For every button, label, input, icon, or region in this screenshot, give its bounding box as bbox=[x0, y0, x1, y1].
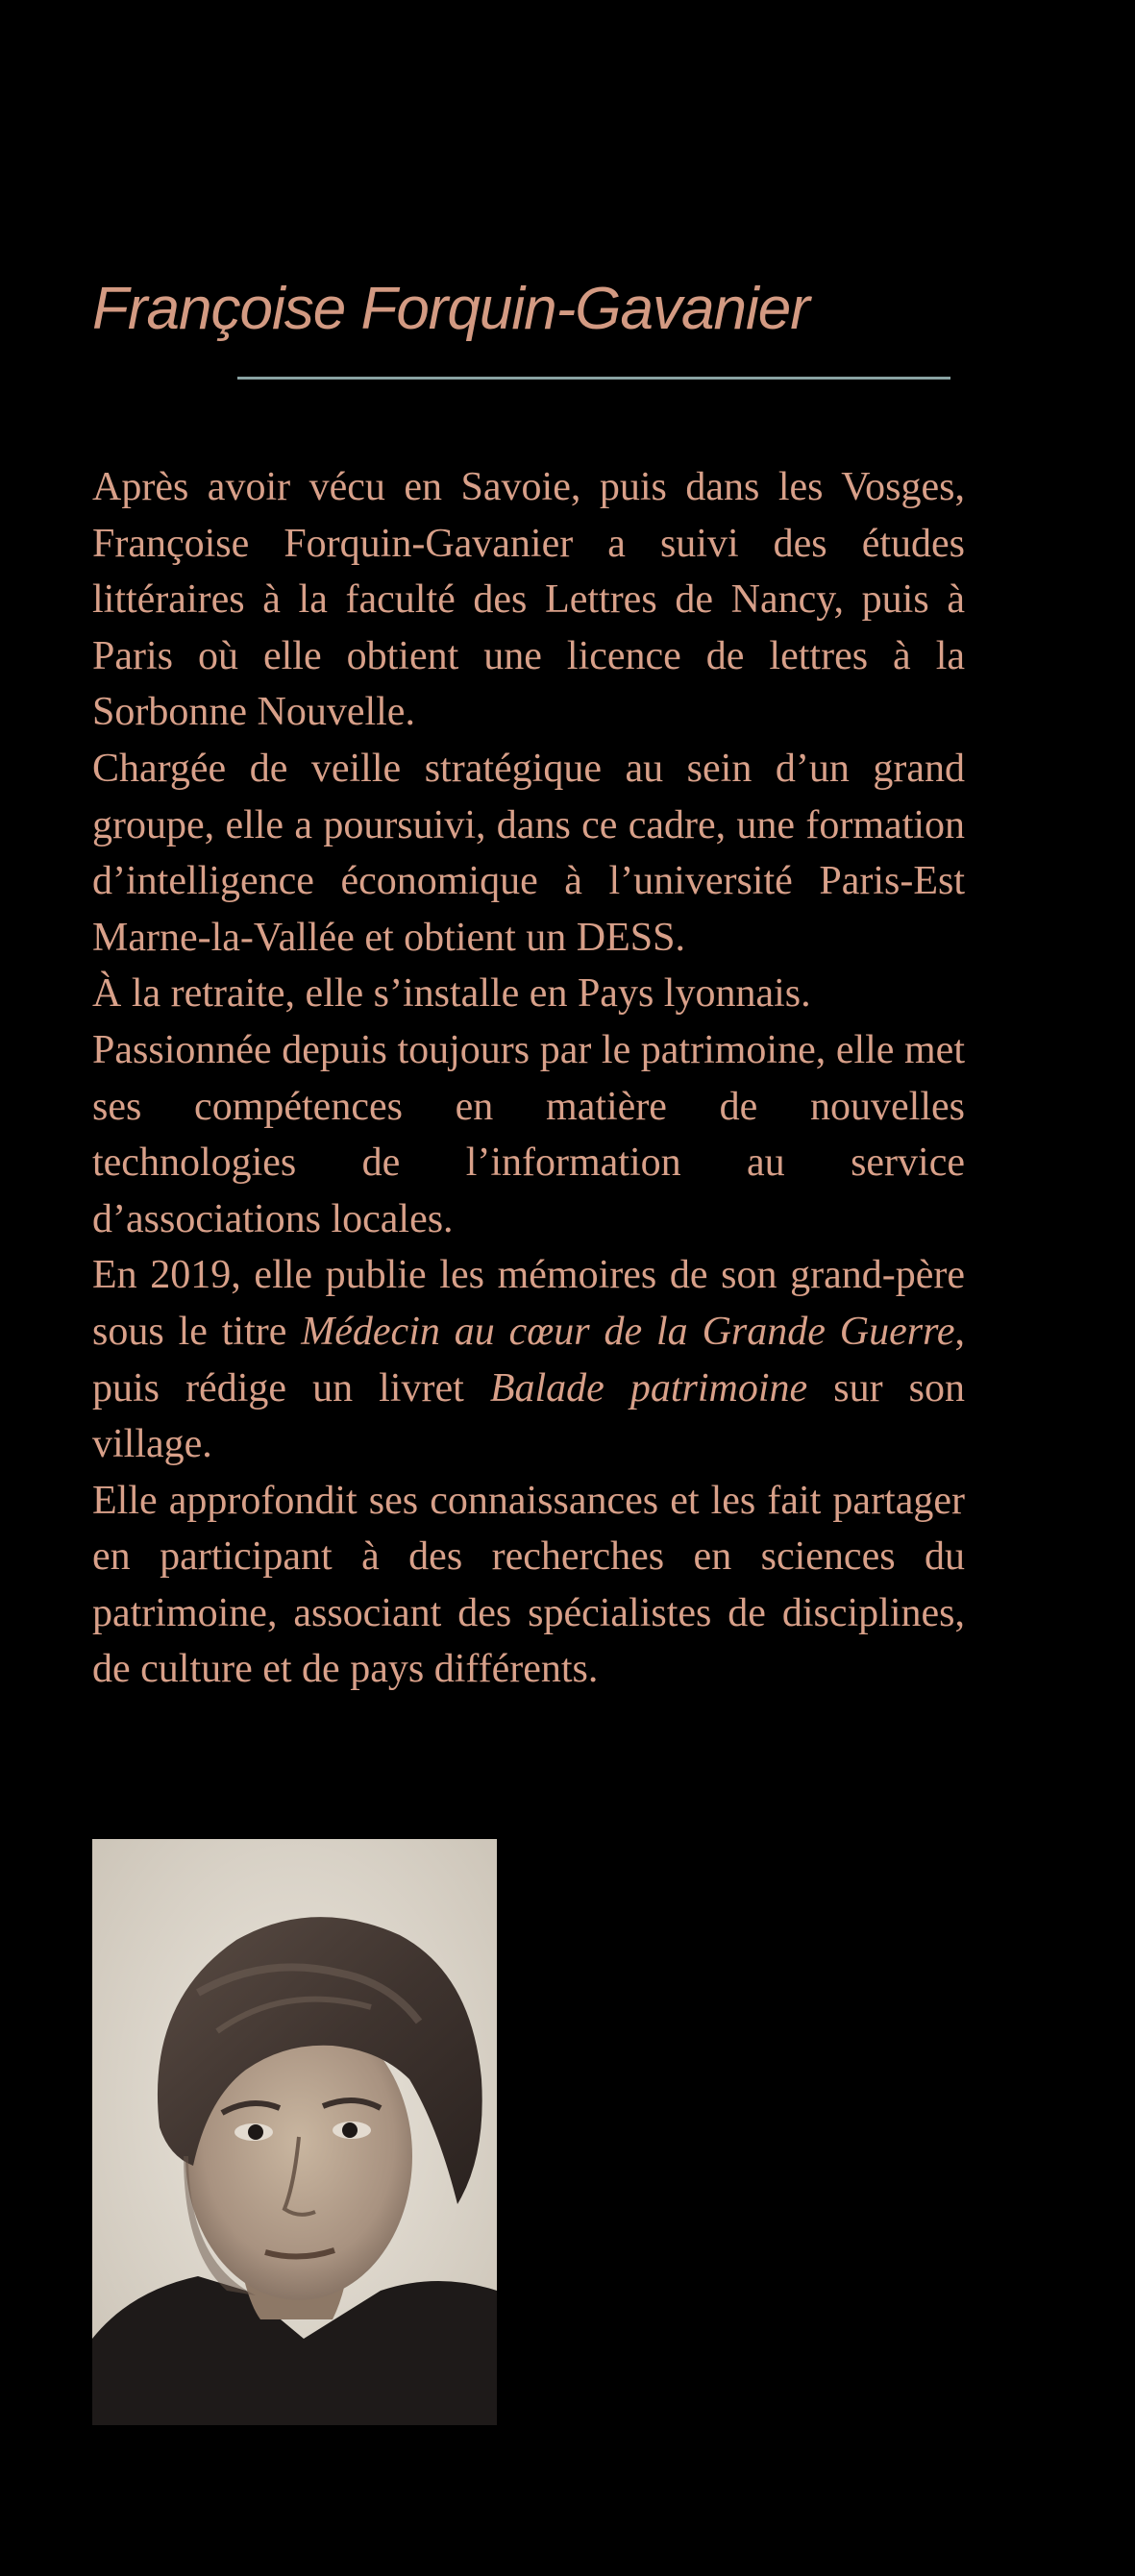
bio-paragraph-5-text-c: sur son village. bbox=[92, 1365, 965, 1467]
book-title-balade: Balade patrimoine bbox=[489, 1365, 808, 1411]
bio-paragraph-3: À la retraite, elle s’installe en Pays lyonnais. bbox=[92, 971, 811, 1017]
bio-paragraph-2: Chargée de veille stratégique au sein d’un grand groupe, elle a poursuivi, dans ce cadre, une formation d’intelligence économique à l’université Paris-Est Marne-la-Vallée et obtient un DESS. bbox=[92, 746, 965, 960]
bio-paragraph-6: Elle approfondit ses connaissances et les fait partager en participant à des recherches en sciences du patrimoine, associant des spécialistes de disciplines, de culture et de pays différents. bbox=[92, 1478, 965, 1692]
book-title-medecin: Médecin au cœur de la Grande Guerre bbox=[301, 1309, 955, 1354]
portrait-illustration bbox=[92, 1839, 497, 2425]
author-portrait bbox=[92, 1839, 497, 2425]
biography bbox=[92, 459, 965, 1698]
bio-paragraph-5-text-b: , puis rédige un livret bbox=[92, 1309, 966, 1411]
bio-paragraph-4: Passionnée depuis toujours par le patrimoine, elle met ses compétences en matière de nouvelles technologies de l’information au service d’associations locales. bbox=[92, 1027, 965, 1241]
bio-paragraph-5-text-a: En 2019, elle publie les mémoires de son grand-père sous le titre bbox=[92, 1253, 965, 1354]
bio-paragraph-1: Après avoir vécu en Savoie, puis dans les Vosges, Françoise Forquin-Gavanier a suivi des études littéraires à la faculté des Lettres de Nancy, puis à Paris où elle obtient une licence de lettres à la Sorbonne Nouvelle. bbox=[92, 465, 965, 735]
title-divider bbox=[237, 377, 950, 380]
bio-paragraph-5 bbox=[92, 1247, 965, 1472]
author-name: Françoise Forquin-Gavanier bbox=[92, 276, 809, 342]
